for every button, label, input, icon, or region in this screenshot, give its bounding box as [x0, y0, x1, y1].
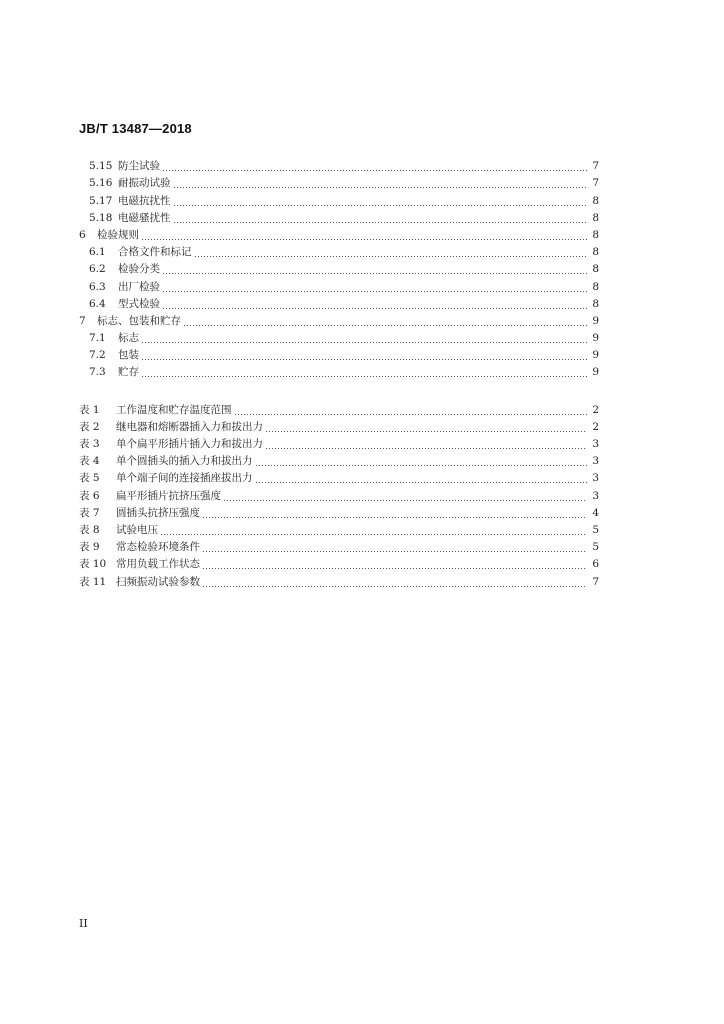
toc-entry[interactable] — [79, 467, 599, 484]
toc-entry-page: 5 — [592, 523, 599, 536]
toc-entry-number: 表 1 — [79, 403, 100, 416]
toc-dot-leader — [202, 507, 587, 519]
toc-dot-leader — [265, 438, 587, 450]
toc-entry-title: 标志 — [118, 332, 139, 345]
toc-entry-page: 8 — [592, 194, 599, 207]
toc-entry[interactable] — [79, 433, 599, 450]
toc-entry-number: 7.1 — [89, 332, 106, 345]
toc-dot-leader — [202, 541, 587, 553]
toc-entry[interactable] — [79, 207, 599, 224]
toc-entry-page: 8 — [592, 211, 599, 224]
toc-dot-leader — [141, 332, 587, 344]
toc-entry-title: 检验分类 — [118, 263, 160, 276]
toc-entry-title: 常态检验环境条件 — [116, 541, 200, 554]
toc-entry-title: 继电器和熔断器插入力和拔出力 — [116, 420, 263, 433]
toc-entry[interactable] — [79, 536, 599, 553]
table-of-contents — [79, 155, 599, 588]
toc-entry[interactable] — [79, 502, 599, 519]
toc-entry[interactable] — [79, 310, 599, 327]
toc-entry-title: 工作温度和贮存温度范围 — [116, 403, 232, 416]
toc-entry[interactable] — [79, 361, 599, 378]
toc-entry-number: 5.18 — [89, 211, 113, 224]
document-code: JB/T 13487—2018 — [79, 121, 192, 136]
toc-entry[interactable] — [79, 241, 599, 258]
toc-entry-page: 9 — [592, 314, 599, 327]
toc-entry-number: 表 2 — [79, 420, 100, 433]
toc-dot-leader — [183, 315, 587, 327]
toc-dot-leader — [162, 263, 587, 275]
toc-dot-leader — [202, 576, 587, 588]
toc-entry-page: 2 — [592, 403, 599, 416]
toc-entry[interactable] — [79, 519, 599, 536]
toc-entry-number: 表 10 — [79, 558, 107, 571]
toc-entry-number: 7.3 — [89, 366, 106, 379]
toc-entry-page: 5 — [592, 541, 599, 554]
toc-dot-leader — [141, 229, 587, 241]
toc-entry-page: 3 — [592, 472, 599, 485]
toc-dot-leader — [255, 455, 588, 467]
toc-entry-title: 防尘试验 — [118, 160, 160, 173]
toc-entry[interactable] — [79, 224, 599, 241]
toc-entry-number: 5.16 — [89, 177, 113, 190]
toc-entry-title: 电磁抗扰性 — [118, 194, 171, 207]
toc-entry-title: 电磁骚扰性 — [118, 211, 171, 224]
toc-dot-leader — [255, 472, 588, 484]
toc-entry-title: 出厂检验 — [118, 280, 160, 293]
toc-entry-number: 表 8 — [79, 523, 100, 536]
toc-dot-leader — [265, 421, 587, 433]
toc-entry-page: 9 — [592, 349, 599, 362]
toc-dot-leader — [141, 366, 587, 378]
toc-entry-title: 试验电压 — [116, 523, 158, 536]
toc-entry[interactable] — [79, 416, 599, 433]
toc-entry-page: 8 — [592, 246, 599, 259]
toc-entry-number: 6.2 — [89, 263, 106, 276]
toc-entry-page: 9 — [592, 332, 599, 345]
toc-section-list — [79, 155, 599, 378]
toc-entry-page: 7 — [592, 575, 599, 588]
toc-entry-number: 7 — [79, 314, 86, 327]
toc-dot-leader — [173, 212, 588, 224]
toc-entry-title: 检验规则 — [97, 228, 139, 241]
toc-entry[interactable] — [79, 258, 599, 275]
toc-gap — [79, 378, 599, 398]
toc-entry-number: 表 11 — [79, 575, 107, 588]
toc-entry-title: 圆插头抗挤压强度 — [116, 506, 200, 519]
toc-entry-page: 3 — [592, 455, 599, 468]
toc-entry[interactable] — [79, 293, 599, 310]
toc-entry[interactable] — [79, 275, 599, 292]
toc-entry[interactable] — [79, 327, 599, 344]
toc-entry-title: 标志、包装和贮存 — [97, 314, 181, 327]
toc-entry-title: 耐振动试验 — [118, 177, 171, 190]
toc-entry-number: 6.3 — [89, 280, 106, 293]
toc-entry[interactable] — [79, 155, 599, 172]
toc-dot-leader — [141, 349, 587, 361]
toc-entry-page: 8 — [592, 228, 599, 241]
toc-dot-leader — [202, 558, 587, 570]
toc-entry-number: 6.4 — [89, 297, 106, 310]
toc-entry-number: 表 6 — [79, 489, 100, 502]
toc-dot-leader — [223, 490, 587, 502]
toc-dot-leader — [162, 281, 587, 293]
toc-entry-number: 6.1 — [89, 246, 106, 259]
toc-entry-title: 单个端子间的连接插座拔出力 — [116, 472, 253, 485]
toc-entry-title: 合格文件和标记 — [118, 246, 192, 259]
toc-dot-leader — [173, 195, 588, 207]
toc-entry-number: 表 9 — [79, 541, 100, 554]
toc-entry-title: 常用负载工作状态 — [116, 558, 200, 571]
toc-entry-page: 7 — [592, 160, 599, 173]
toc-entry-number: 7.2 — [89, 349, 106, 362]
toc-entry-page: 3 — [592, 438, 599, 450]
toc-entry-page: 8 — [592, 280, 599, 293]
toc-dot-leader — [162, 160, 587, 172]
toc-entry-number: 表 7 — [79, 506, 100, 519]
toc-entry-page: 3 — [592, 489, 599, 502]
toc-entry-page: 9 — [592, 366, 599, 379]
toc-entry-number: 5.15 — [89, 160, 113, 173]
toc-dot-leader — [173, 177, 588, 189]
toc-entry-title: 贮存 — [118, 366, 139, 379]
toc-table-list — [79, 398, 599, 587]
toc-entry-number: 6 — [79, 228, 86, 241]
toc-entry-page: 8 — [592, 263, 599, 276]
toc-dot-leader — [162, 298, 587, 310]
page-number-roman: II — [79, 917, 88, 930]
toc-entry-page: 7 — [592, 177, 599, 190]
toc-dot-leader — [234, 404, 588, 416]
toc-entry-title: 型式检验 — [118, 297, 160, 310]
toc-entry-title: 扫频振动试验参数 — [116, 575, 200, 588]
toc-entry-number: 表 5 — [79, 472, 100, 485]
toc-entry-page: 4 — [592, 506, 599, 519]
toc-entry[interactable] — [79, 398, 599, 415]
toc-dot-leader — [194, 246, 588, 258]
toc-entry[interactable] — [79, 450, 599, 467]
toc-entry-title: 单个圆插头的插入力和拔出力 — [116, 455, 253, 468]
toc-entry-page: 2 — [592, 420, 599, 433]
toc-entry[interactable] — [79, 172, 599, 189]
toc-entry-title: 包装 — [118, 349, 139, 362]
toc-entry-page: 8 — [592, 297, 599, 310]
toc-entry-title: 单个扁平形插片插入力和拔出力 — [116, 438, 263, 450]
toc-entry[interactable] — [79, 189, 599, 206]
toc-entry-title: 扁平形插片抗挤压强度 — [116, 489, 221, 502]
toc-entry-number: 表 3 — [79, 438, 100, 450]
toc-entry[interactable] — [79, 570, 599, 587]
toc-dot-leader — [160, 524, 587, 536]
toc-entry-number: 5.17 — [89, 194, 113, 207]
toc-entry[interactable] — [79, 344, 599, 361]
toc-entry-number: 表 4 — [79, 455, 100, 468]
toc-entry[interactable] — [79, 484, 599, 501]
toc-entry-page: 6 — [592, 558, 599, 571]
toc-entry[interactable] — [79, 553, 599, 570]
